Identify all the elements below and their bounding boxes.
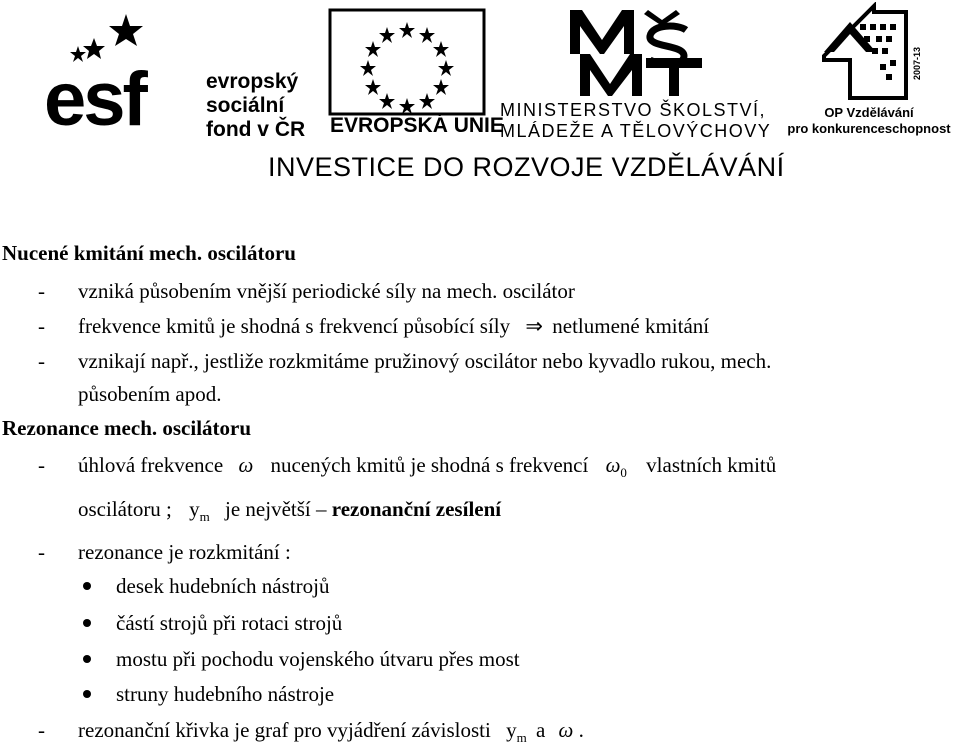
bullet-icon: [83, 655, 91, 663]
msmt-line-2: MLÁDEŽE A TĚLOVÝCHOVY: [500, 121, 772, 141]
line2-b: je největší –: [225, 497, 327, 521]
section1-item-1: vzniká působením vnější periodické síly na mech. oscilátor: [78, 279, 575, 303]
esf-wordmark: esf: [44, 57, 145, 142]
line4-end: .: [578, 718, 584, 742]
section2-line-1: [78, 452, 776, 486]
bullet-icon: [83, 582, 91, 590]
bullet-icon: [83, 619, 91, 627]
section2-heading: Rezonance mech. oscilátoru: [2, 416, 252, 440]
section1-item-3: vznikají např., jestliže rozkmitáme pružinový oscilátor nebo kyvadlo rukou, mech.: [78, 349, 772, 373]
implies-arrow-icon: ⇒: [525, 314, 543, 338]
section1-item-3-cont: působením apod.: [78, 382, 222, 406]
line2-a: oscilátoru ;: [78, 497, 172, 521]
msmt-logo: [498, 4, 778, 141]
line1-a: úhlová frekvence: [78, 453, 224, 477]
dash-marker: -: [38, 314, 45, 338]
op-emblem-icon: [820, 2, 940, 102]
esf-line-1: evropský: [206, 70, 299, 93]
op-line-1: OP Vzdělávání: [824, 105, 914, 120]
op-year-text: 2007-13: [912, 46, 922, 80]
ym-subscript: m: [199, 509, 210, 524]
bullet-item-4: struny hudebního nástroje: [116, 682, 335, 706]
ym-subscript: m: [516, 730, 527, 745]
line1-b: nucených kmitů je shodná s frekvencí: [270, 453, 589, 477]
section2-line-2: [78, 496, 501, 530]
omega-symbol: ω: [238, 453, 254, 477]
omega-symbol: ω: [558, 718, 574, 742]
section2-line-4: [78, 717, 584, 751]
bullet-item-2: částí strojů při rotaci strojů: [116, 611, 343, 635]
eu-flag-icon: [328, 8, 486, 116]
esf-logo: [44, 12, 324, 142]
section1-item-2-result: netlumené kmitání: [552, 314, 710, 338]
dash-marker: -: [38, 540, 45, 564]
ym-symbol: y: [189, 497, 200, 521]
esf-line-2: sociální: [206, 94, 285, 117]
op-logo: [780, 2, 958, 138]
dash-marker: -: [38, 279, 45, 303]
omega0-subscript: 0: [620, 465, 627, 480]
dash-marker: -: [38, 453, 45, 477]
omega0-symbol: ω: [605, 453, 621, 477]
line4-and: a: [535, 718, 546, 742]
msmt-line-1: MINISTERSTVO ŠKOLSTVÍ,: [500, 100, 767, 120]
dash-marker: -: [38, 718, 45, 742]
line4-a: rezonanční křivka je graf pro vyjádření závislosti: [78, 718, 491, 742]
msmt-monogram-icon: [566, 4, 706, 96]
line2-bold: rezonanční zesílení: [331, 497, 502, 521]
bullet-item-1: desek hudebních nástrojů: [116, 574, 330, 598]
line1-c: vlastních kmitů: [646, 453, 777, 477]
eu-logo: [328, 8, 504, 138]
dash-marker: -: [38, 349, 45, 373]
investice-banner: INVESTICE DO ROZVOJE VZDĚLÁVÁNÍ: [268, 152, 785, 182]
eu-label: EVROPSKÁ UNIE: [330, 114, 504, 137]
section1-heading: Nucené kmitání mech. oscilátoru: [2, 241, 296, 265]
bullet-icon: [83, 690, 91, 698]
esf-line-3: fond v ČR: [206, 118, 306, 141]
op-line-2: pro konkurenceschopnost: [787, 121, 951, 136]
section1-item-2-text: frekvence kmitů je shodná s frekvencí působící síly: [78, 314, 511, 338]
ym-symbol: y: [506, 718, 517, 742]
section1-item-2: [78, 313, 709, 339]
bullet-item-3: mostu při pochodu vojenského útvaru přes most: [116, 647, 520, 671]
section2-line-3: rezonance je rozkmitání :: [78, 540, 291, 564]
